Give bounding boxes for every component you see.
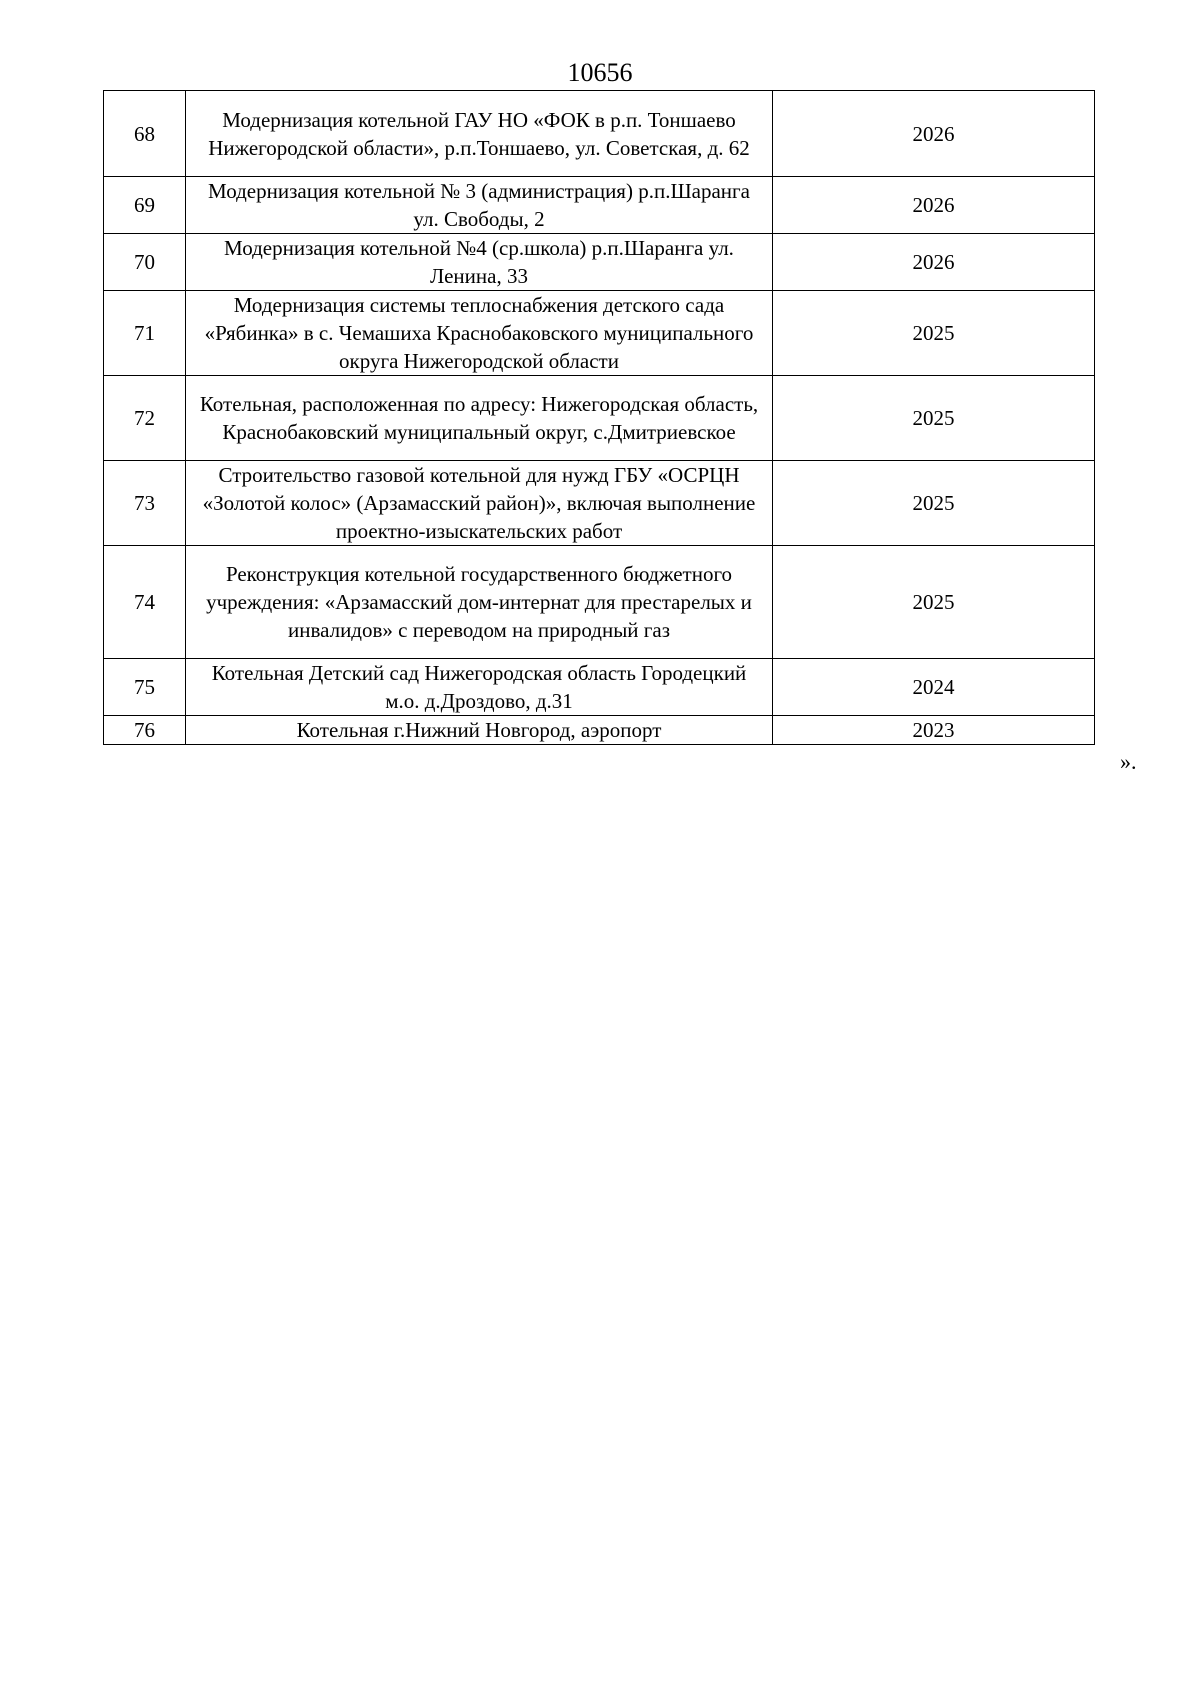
row-number: 70 <box>104 234 186 291</box>
row-number: 72 <box>104 376 186 461</box>
page-number: 10656 <box>567 58 633 87</box>
row-year: 2026 <box>773 234 1095 291</box>
row-year: 2023 <box>773 716 1095 745</box>
table-row <box>104 659 1095 716</box>
row-description: Модернизация котельной № 3 (администрация) р.п.Шаранга ул. Свободы, 2 <box>186 177 773 234</box>
row-description: Котельная Детский сад Нижегородская область Городецкий м.о. д.Дроздово, д.31 <box>186 659 773 716</box>
table-row <box>104 91 1095 177</box>
row-year: 2024 <box>773 659 1095 716</box>
row-number: 69 <box>104 177 186 234</box>
table-row <box>104 376 1095 461</box>
row-year: 2025 <box>773 546 1095 659</box>
table-row <box>104 291 1095 376</box>
table-row <box>104 546 1095 659</box>
row-description: Котельная, расположенная по адресу: Нижегородская область, Краснобаковский муниципальный округ, с.Дмитриевское <box>186 376 773 461</box>
row-year: 2025 <box>773 291 1095 376</box>
row-number: 76 <box>104 716 186 745</box>
row-year: 2026 <box>773 177 1095 234</box>
table-row <box>104 461 1095 546</box>
row-year: 2025 <box>773 376 1095 461</box>
row-year: 2026 <box>773 91 1095 177</box>
row-year: 2025 <box>773 461 1095 546</box>
row-description: Модернизация котельной №4 (ср.школа) р.п.Шаранга ул. Ленина, 33 <box>186 234 773 291</box>
row-description: Модернизация системы теплоснабжения детского сада «Рябинка» в с. Чемашиха Краснобаковского муниципального округа Нижегородской области <box>186 291 773 376</box>
projects-table <box>103 90 1095 745</box>
row-number: 68 <box>104 91 186 177</box>
row-number: 74 <box>104 546 186 659</box>
closing-quote-mark: ». <box>1120 749 1137 774</box>
row-number: 75 <box>104 659 186 716</box>
row-description: Модернизация котельной ГАУ НО «ФОК в р.п. Тоншаево Нижегородской области», р.п.Тоншаево, ул. Советская, д. 62 <box>186 91 773 177</box>
row-number: 71 <box>104 291 186 376</box>
row-description: Строительство газовой котельной для нужд ГБУ «ОСРЦН «Золотой колос» (Арзамасский район)», включая выполнение проектно-изыскательских работ <box>186 461 773 546</box>
table-row <box>104 716 1095 745</box>
table-row <box>104 234 1095 291</box>
row-description: Реконструкция котельной государственного бюджетного учреждения: «Арзамасский дом-интернат для престарелых и инвалидов» с переводом на природный газ <box>186 546 773 659</box>
row-number: 73 <box>104 461 186 546</box>
table-row <box>104 177 1095 234</box>
row-description: Котельная г.Нижний Новгород, аэропорт <box>186 716 773 745</box>
